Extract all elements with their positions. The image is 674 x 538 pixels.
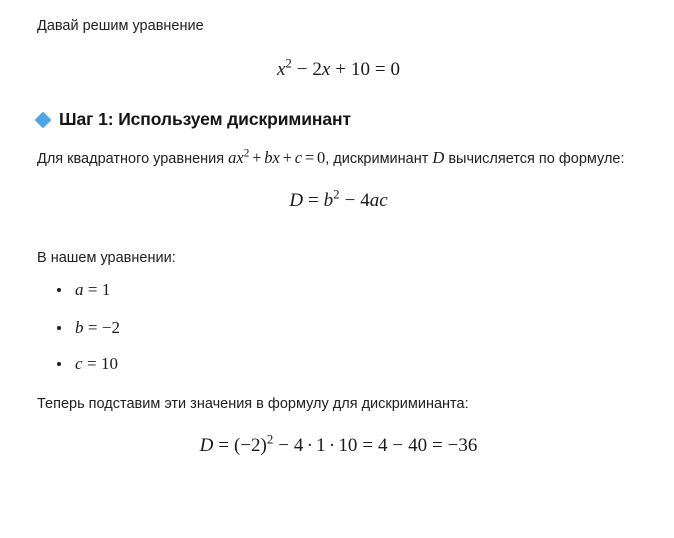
list-item (37, 354, 640, 374)
gq-zero: 0 (316, 148, 326, 167)
df-c: c (379, 190, 388, 211)
gq-b: b (264, 148, 273, 167)
dc-ten: 10 (338, 435, 358, 456)
var-b-expression (75, 318, 640, 338)
substitute-paragraph: Теперь подставим эти значения в формулу для дискриминанта: (37, 396, 469, 412)
var-b-value: −2 (101, 318, 120, 337)
diamond-icon (35, 111, 52, 128)
dc-open-paren: ( (233, 435, 241, 456)
list-item (37, 318, 640, 338)
var-b-symbol: b (75, 318, 84, 337)
dc-four-2: 4 (377, 435, 388, 456)
dc-forty: 40 (408, 435, 428, 456)
main-eq-10: 10 (350, 59, 370, 80)
gq-plus-2: + (282, 148, 292, 167)
var-c-expression (75, 354, 640, 374)
discriminant-formula-block (37, 186, 640, 230)
var-a-equals: = (87, 280, 98, 299)
dc-equals-3: = (432, 435, 443, 456)
var-a-expression (75, 280, 110, 299)
main-eq-0: 0 (390, 59, 401, 80)
definition-paragraph (37, 143, 640, 174)
df-four: 4 (360, 190, 370, 211)
main-eq-exp: 2 (285, 55, 292, 71)
dc-neg2: −2 (240, 435, 261, 456)
discriminant-computation (37, 431, 640, 457)
dc-close-paren: ) (260, 435, 267, 456)
gq-exp: 2 (243, 147, 250, 160)
df-minus: − (344, 190, 356, 211)
gq-c: c (294, 148, 303, 167)
main-equation (37, 55, 640, 81)
var-a-symbol: a (75, 280, 84, 299)
step-heading-label: Шаг 1: Используем дискриминант (59, 109, 351, 129)
dc-result: −36 (447, 435, 478, 456)
gq-a: a (228, 148, 237, 167)
dc-minus-2: − (392, 435, 404, 456)
gq-equals: = (304, 148, 315, 167)
var-b-equals: = (87, 318, 98, 337)
dc-dot-1: · (306, 435, 313, 456)
main-eq-x: x (276, 59, 286, 80)
discriminant-formula (37, 186, 640, 212)
definition-text-after: вычисляется по формуле: (444, 151, 625, 167)
var-c-equals: = (86, 354, 97, 373)
dc-minus: − (278, 435, 289, 456)
dc-dot-2: · (328, 435, 336, 456)
step-heading (37, 109, 640, 130)
dc-equals-1: = (218, 435, 229, 456)
intro-paragraph: Давай решим уравнение (37, 18, 204, 34)
var-c-value: 10 (100, 354, 118, 373)
dc-exp: 2 (266, 431, 274, 447)
inline-general-quadratic (228, 148, 325, 167)
main-eq-plus: + (335, 59, 347, 80)
definition-text-before: Для квадратного уравнения (37, 151, 229, 167)
var-a-value: 1 (101, 280, 111, 299)
inline-D-symbol: D (432, 148, 445, 167)
df-b: b (323, 190, 334, 211)
main-eq-x2: x (321, 59, 331, 80)
main-eq-coef2: 2 (312, 59, 322, 80)
computation-block (37, 431, 640, 475)
list-item (37, 280, 640, 300)
df-exp: 2 (333, 186, 340, 202)
dc-D: D (199, 435, 214, 456)
main-equation-block (37, 55, 640, 103)
dc-equals-2: = (362, 435, 374, 456)
main-eq-equals: = (374, 59, 386, 80)
variables-list (37, 280, 640, 374)
gq-x: x (236, 148, 244, 167)
our-equation-paragraph: В нашем уравнении: (37, 250, 176, 266)
definition-text-mid: , дискриминант (325, 151, 433, 167)
df-D: D (289, 190, 304, 211)
df-equals: = (308, 190, 319, 211)
var-c-symbol: c (75, 354, 83, 373)
dc-four: 4 (293, 435, 304, 456)
gq-plus-1: + (252, 148, 262, 167)
gq-x2: x (272, 148, 280, 167)
dc-one: 1 (316, 435, 326, 456)
main-eq-minus: − (296, 59, 308, 80)
df-a: a (369, 190, 380, 211)
